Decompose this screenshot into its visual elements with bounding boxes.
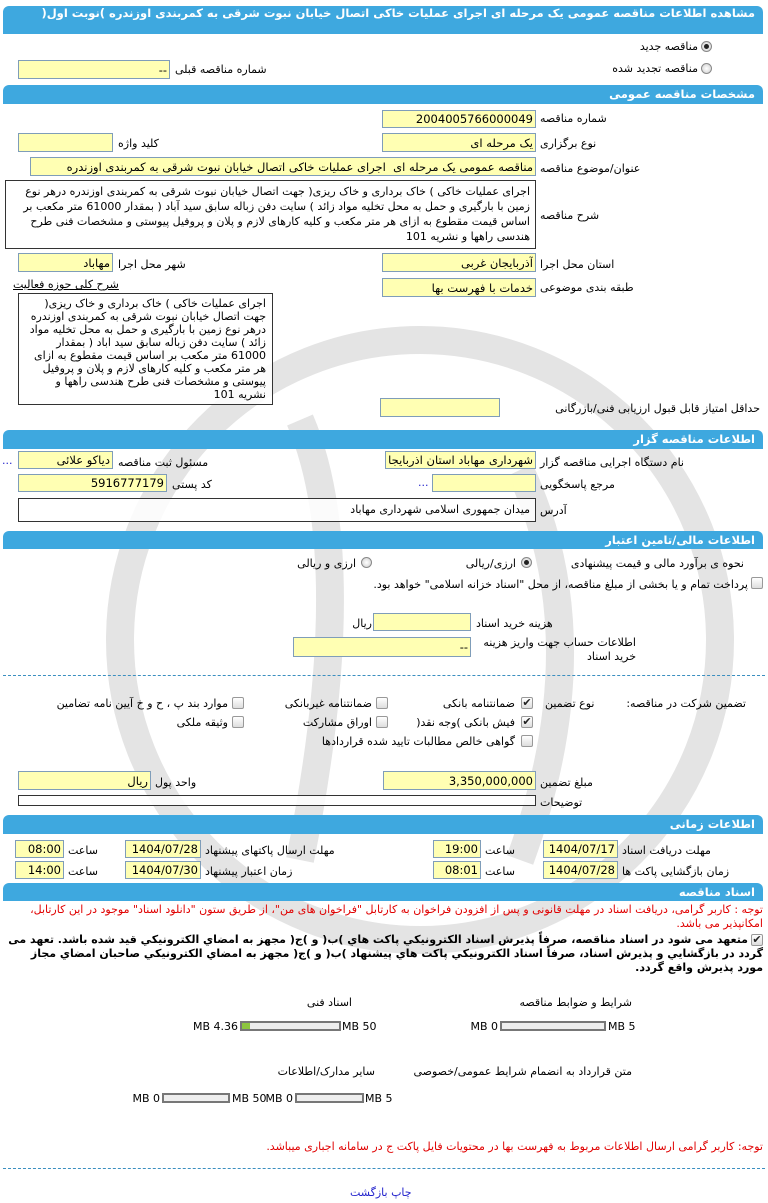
file-progress-bar <box>162 1093 230 1103</box>
opening-time[interactable] <box>433 861 481 879</box>
commitment-checkbox[interactable]: ✔ <box>752 933 762 946</box>
new-tender-radio[interactable] <box>701 41 712 52</box>
guarantee-option-label: موارد بند پ ، ح و خ آیین نامه تضامین <box>56 697 228 710</box>
agency-label: نام دستگاه اجرایی مناقصه گزار <box>540 456 684 469</box>
subject-label: عنوان/موضوع مناقصه <box>540 162 641 175</box>
opening-date[interactable] <box>543 861 618 879</box>
address-label: آدرس <box>540 504 567 517</box>
section-general: مشخصات مناقصه عمومی <box>3 85 763 104</box>
guarantee-checkbox[interactable] <box>232 697 244 709</box>
province-field[interactable] <box>382 253 536 272</box>
section-timing: اطلاعات زمانی <box>3 815 763 834</box>
time-label: ساعت <box>485 865 515 878</box>
account-label: اطلاعات حساب جهت واریز هزینه خرید اسناد <box>483 636 636 663</box>
section-finance: اطلاعات مالی/تامین اعتبار <box>3 531 763 549</box>
validity-label: زمان اعتبار پیشنهاد <box>205 865 293 878</box>
guarantee-checkbox[interactable] <box>521 735 533 747</box>
previous-number-label: شماره مناقصه قبلی <box>175 63 267 76</box>
registrar-field[interactable] <box>18 451 113 469</box>
file-label: اسناد فنی <box>306 996 352 1009</box>
guarantee-label: تضمین شرکت در مناقصه: <box>626 697 746 710</box>
tender-number-field[interactable] <box>382 110 536 128</box>
agency-field[interactable] <box>385 451 536 469</box>
section-organizer: اطلاعات مناقصه گزار <box>3 430 763 449</box>
amount-label: مبلغ تضمین <box>540 776 593 789</box>
guarantee-option-label: ضمانتنامه غیربانکی <box>284 697 372 710</box>
province-label: استان محل اجرا <box>540 258 615 271</box>
notes-box <box>18 795 536 806</box>
doc-cost-label: هزینه خرید اسناد <box>476 617 553 630</box>
previous-number-field[interactable] <box>18 60 170 79</box>
doc-deadline-label: مهلت دریافت اسناد <box>622 844 711 857</box>
guarantee-checkbox[interactable]: ✔ <box>522 696 532 709</box>
file-label: شرایط و ضوابط مناقصه <box>519 996 632 1009</box>
submit-deadline-label: مهلت ارسال پاکتهای پیشنهاد <box>205 844 335 857</box>
estimate-opt1-radio[interactable] <box>521 557 532 568</box>
type-label: نوع برگزاری <box>540 137 597 150</box>
page-title: مشاهده اطلاعات مناقصه عمومی یک مرحله ای اجرای عملیات خاکی اتصال خیابان نبوت شرقی به کمربندی اوزندره )نوبت اول( <box>3 6 763 34</box>
file-used: 4.36 MB <box>192 1020 238 1033</box>
time-label: ساعت <box>68 865 98 878</box>
doc-cost-unit: ریال <box>352 617 372 630</box>
subject-field[interactable] <box>30 157 536 176</box>
print-link[interactable]: چاپ <box>391 1186 412 1199</box>
city-field[interactable] <box>18 253 113 272</box>
guarantee-option-label: فیش بانکی )وجه نقد( <box>416 716 515 729</box>
guarantee-option-label: اوراق مشارکت <box>302 716 372 729</box>
min-score-field[interactable] <box>380 398 500 417</box>
guarantee-option-label: وثیقه ملکی <box>176 716 228 729</box>
file-progress-bar <box>295 1093 364 1103</box>
file-progress-fill <box>242 1023 250 1029</box>
renewed-tender-radio[interactable] <box>701 63 712 74</box>
commitment-row <box>8 933 763 975</box>
file-label: سایر مدارک/اطلاعات <box>277 1065 375 1078</box>
file-progress-bar <box>240 1021 341 1031</box>
renewed-tender-label: مناقصه تجدید شده <box>612 62 698 75</box>
guarantee-checkbox[interactable] <box>232 716 244 728</box>
guarantee-checkbox[interactable] <box>376 697 388 709</box>
validity-time[interactable] <box>15 861 64 879</box>
guarantee-option-label: ضمانتنامه بانکی <box>442 697 515 710</box>
address-box: میدان جمهوری اسلامی شهرداری مهاباد <box>18 498 536 522</box>
min-score-label: حداقل امتیاز قابل قبول ارزیابی فنی/بازرگانی <box>555 402 760 415</box>
back-link[interactable]: بازگشت <box>350 1186 388 1199</box>
postal-label: کد پستی <box>172 478 212 491</box>
keyword-label: کلید واژه <box>118 137 159 150</box>
notes-label: توضیحات <box>540 796 583 809</box>
time-label: ساعت <box>68 844 98 857</box>
file-used: 0 MB <box>470 1020 498 1033</box>
amount-field[interactable] <box>383 771 536 790</box>
documents-notes-block <box>8 903 763 975</box>
account-field[interactable] <box>293 637 471 657</box>
file-max: 5 MB <box>365 1092 393 1105</box>
file-max: 50 MB <box>342 1020 377 1033</box>
reference-more-link[interactable]: ... <box>418 476 429 489</box>
doc-cost-field[interactable] <box>373 613 471 631</box>
tender-number-label: شماره مناقصه <box>540 112 607 125</box>
keyword-field[interactable] <box>18 133 113 152</box>
description-label: شرح مناقصه <box>540 209 600 222</box>
divider <box>3 1168 765 1169</box>
doc-deadline-time[interactable] <box>433 840 481 858</box>
activity-label: شرح کلی حوزه فعالیت <box>13 278 119 291</box>
reference-field[interactable] <box>432 474 536 492</box>
currency-field[interactable] <box>18 771 151 790</box>
file-max: 5 MB <box>608 1020 636 1033</box>
currency-label: واحد پول <box>155 776 197 789</box>
divider <box>3 675 765 676</box>
type-field[interactable] <box>382 133 536 152</box>
estimate-label: نحوه ی برآورد مالی و قیمت پیشنهادی <box>570 557 744 570</box>
file-max: 50 MB <box>232 1092 267 1105</box>
guarantee-checkbox[interactable] <box>376 716 388 728</box>
registrar-more-link[interactable]: ... <box>2 454 13 467</box>
reference-label: مرجع پاسخگویی <box>540 478 615 491</box>
estimate-opt2-radio[interactable] <box>361 557 372 568</box>
estimate-opt1-label: ارزی/ریالی <box>465 557 516 570</box>
description-box: اجرای عملیات خاکی ) خاک برداری و خاک ریزی( جهت اتصال خیابان نبوت شرقی به کمربندی اوزندره درهر نوع زمین با بارگیری و حمل به محل تخلیه مواد زائد ) سایت دفن زباله سابق سید آباد ( بمقدار 61000 متر مکعب بر اساس قیمت مقطوع به ازای هر متر مکعب و کلیه کارهای لازم و پلان و پروفیل پیوستی و مشخصات فنی طرح هندسی راهها و نشریه 101 <box>5 180 536 249</box>
guarantee-type-label: نوع تضمین <box>545 697 595 710</box>
category-field[interactable] <box>382 278 536 297</box>
documents-notice: توجه : کاربر گرامی، دریافت اسناد در مهلت قانونی و پس از افزودن فراخوان به کارتابل "فراخوان های من"، از طریق ستون "دانلود اسناد" موجود در این کارتابل، امکانپذیر می باشد. <box>30 903 763 930</box>
opening-label: زمان بازگشایی پاکت ها <box>622 865 730 878</box>
city-label: شهر محل اجرا <box>118 258 186 271</box>
commitment-text: متعهد می شود در اسناد مناقصه، صرفاً پذيرش اسناد الکترونيکي پاکت هاي )ب( و )ج( مجهز به امضاي الکترونيکي قيد شده باشد. تعهد می گردد در بازگشايي و پذيرش اسناد، صرفاً اسناد الکترونيکي پاکت هاي پيشنهاد )ب( و )ج( مجهز به امضاي الکترونيکي صاحبان امضاي مجاز مورد پذيرش واقع گردد. <box>8 933 763 974</box>
file-used: 0 MB <box>265 1092 293 1105</box>
file-label: متن قرارداد به انضمام شرایط عمومی/خصوصی <box>413 1065 632 1078</box>
treasury-checkbox[interactable] <box>751 577 763 589</box>
new-tender-label: مناقصه جدید <box>639 40 698 53</box>
footer-links <box>350 1186 412 1199</box>
treasury-text: پرداخت تمام و یا بخشی از مبلغ مناقصه، از محل "اسناد خزانه اسلامی" خواهد بود. <box>373 578 748 591</box>
doc-deadline-date[interactable] <box>543 840 618 858</box>
registrar-label: مسئول ثبت مناقصه <box>118 456 209 469</box>
guarantee-option-label: گواهی خالص مطالبات تایید شده قراردادها <box>321 735 515 748</box>
file-used: 0 MB <box>132 1092 160 1105</box>
submit-deadline-time[interactable] <box>15 840 64 858</box>
guarantee-checkbox[interactable]: ✔ <box>522 715 532 728</box>
validity-date[interactable] <box>125 861 201 879</box>
submit-deadline-date[interactable] <box>125 840 201 858</box>
category-label: طبقه بندی موضوعی <box>540 281 634 294</box>
time-label: ساعت <box>485 844 515 857</box>
price-list-notice: توجه: کاربر گرامی ارسال اطلاعات مربوط به فهرست بها در محتویات فایل پاکت ج در سامانه اجباری میباشد. <box>266 1140 763 1153</box>
postal-field[interactable] <box>18 474 167 492</box>
estimate-opt2-label: ارزی و ریالی <box>297 557 356 570</box>
file-progress-bar <box>500 1021 606 1031</box>
activity-box: اجرای عملیات خاکی ) خاک برداری و خاک ریزی( جهت اتصال خیابان نبوت شرقی به کمربندی اوزندره درهر نوع زمین با بارگیری و حمل به محل تخلیه مواد زائد ) سایت دفن زباله سابق سید اباد ( بمقدار 61000 متر مکعب بر اساس قیمت مقطوع به ازای هر متر مکعب و کلیه کارهای لازم و پلان و پروفیل پیوستی و مشخصات فنی طرح هندسی راهها و نشریه 101 <box>18 293 273 405</box>
section-documents: اسناد مناقصه <box>3 883 763 901</box>
